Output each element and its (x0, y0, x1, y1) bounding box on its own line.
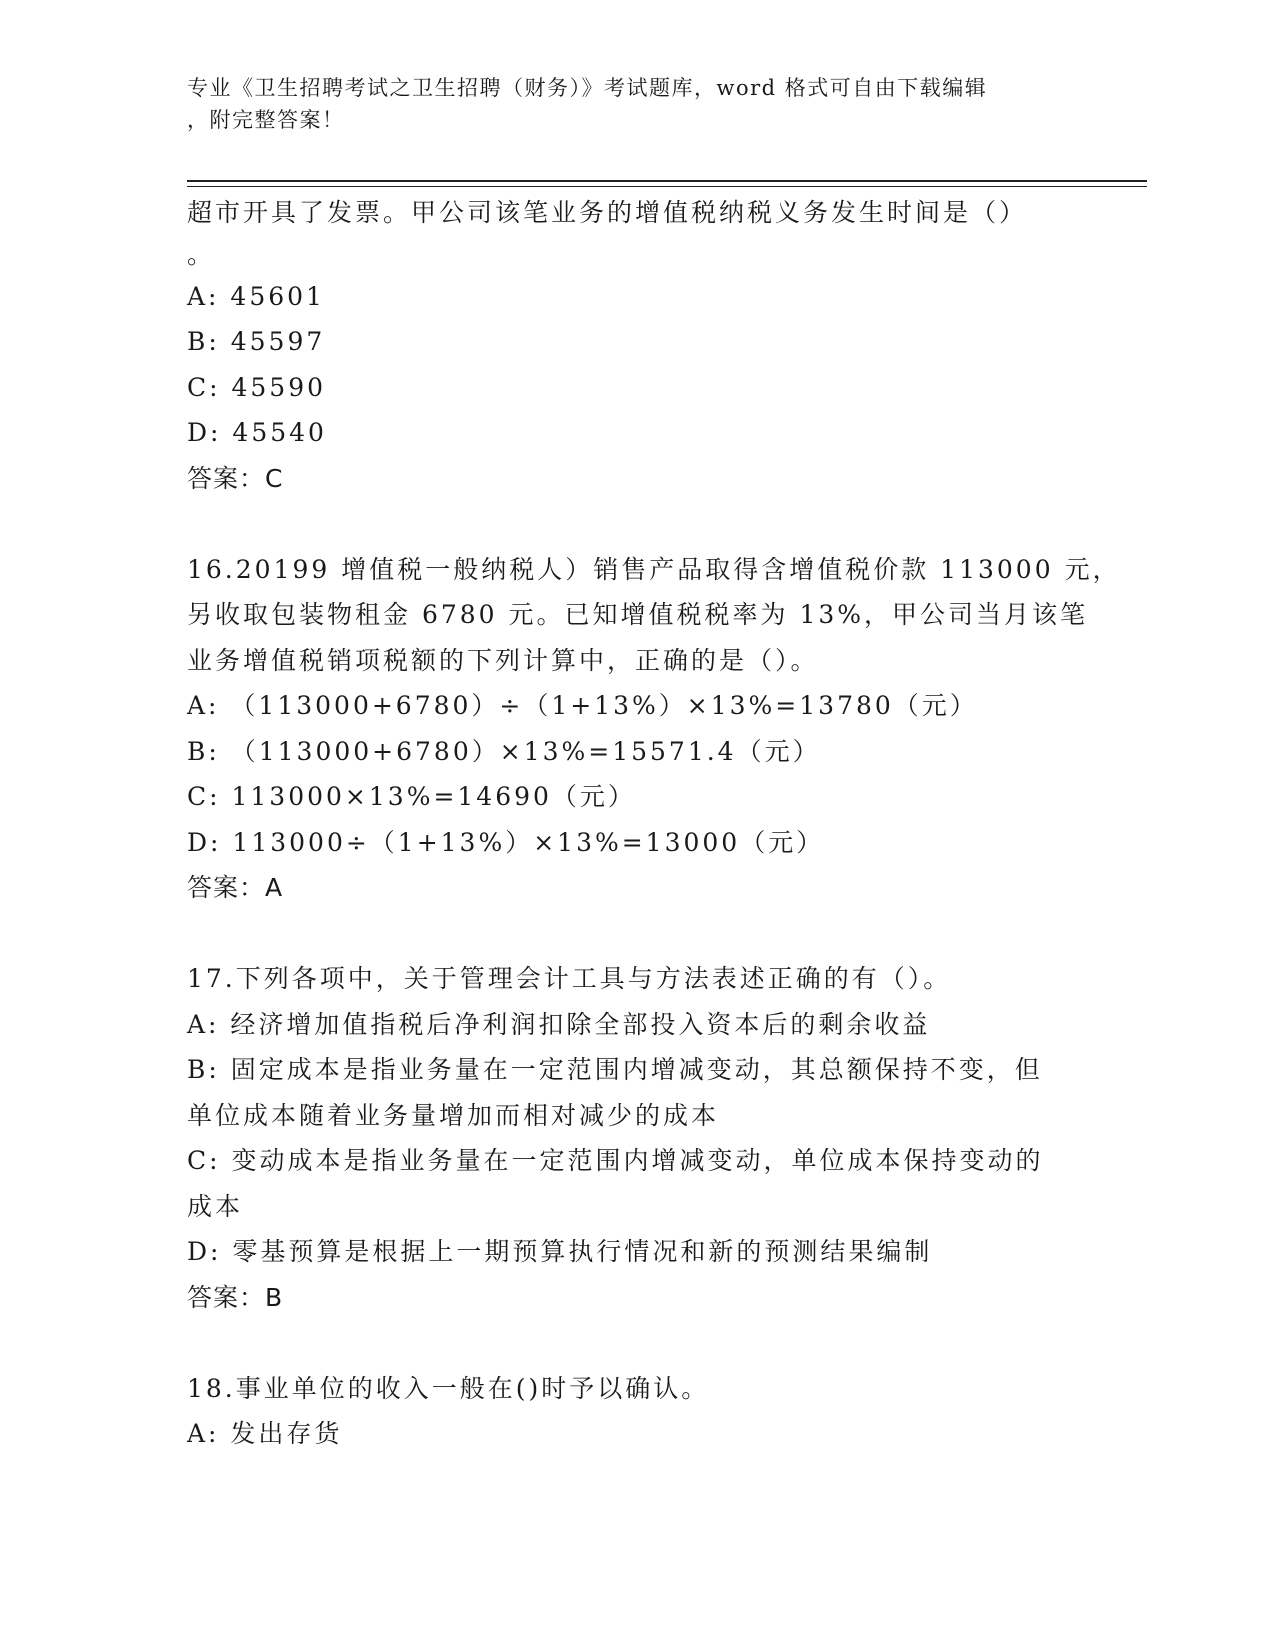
option-c: C: 113000×13%=14690（元） (187, 782, 636, 811)
option-a: A: 经济增加值指税后净利润扣除全部投入资本后的剩余收益 (187, 1009, 931, 1039)
document-body (187, 190, 1121, 1457)
header-rule-thick (187, 180, 1147, 182)
question-gap (187, 911, 1067, 957)
question-stem-line: 另收取包装物租金 6780 元。已知增值税税率为 13%，甲公司当月该笔 (187, 600, 1089, 629)
answer-line: 答案：A (187, 873, 284, 902)
question-18 (187, 1366, 1067, 1457)
option-c-continued: 成本 (187, 1191, 244, 1221)
question-16 (187, 547, 1121, 911)
question-stem-line: 16.20199 增值税一般纳税人）销售产品取得含增值税价款 113000 元， (187, 554, 1121, 584)
option-d: D: 零基预算是根据上一期预算执行情况和新的预测结果编制 (187, 1237, 933, 1266)
header-line-1: 专业《卫生招聘考试之卫生招聘（财务）》考试题库，word 格式可自由下载编辑 (187, 76, 988, 100)
option-c: C: 45590 (187, 372, 327, 402)
question-stem-line: 17.下列各项中，关于管理会计工具与方法表述正确的有（）。 (187, 964, 952, 993)
question-stem-line: 超市开具了发票。甲公司该笔业务的增值税纳税义务发生时间是（） (187, 198, 1028, 227)
question-gap (187, 1320, 1067, 1366)
answer-line: 答案：B (187, 1282, 284, 1312)
header-line-2: ，附完整答案！ (187, 108, 345, 132)
option-d: D: 113000÷（1+13%）×13%=13000（元） (187, 827, 825, 857)
question-gap (187, 501, 1067, 547)
answer-line: 答案：C (187, 463, 284, 493)
option-a: A: （113000+6780）÷（1+13%）×13%=13780（元） (187, 691, 978, 720)
option-c: C: 变动成本是指业务量在一定范围内增减变动，单位成本保持变动的 (187, 1146, 1044, 1175)
header-rule-thin (187, 186, 1147, 187)
option-d: D: 45540 (187, 418, 327, 447)
option-a: A: 45601 (187, 281, 325, 311)
option-b-continued: 单位成本随着业务量增加而相对减少的成本 (187, 1100, 720, 1130)
question-17 (187, 956, 1067, 1320)
question-stem-line: 。 (187, 239, 216, 269)
question-stem-line: 业务增值税销项税额的下列计算中，正确的是（）。 (187, 645, 819, 675)
question-stem-line: 18.事业单位的收入一般在()时予以确认。 (187, 1373, 710, 1403)
option-b: B: 固定成本是指业务量在一定范围内增减变动，其总额保持不变，但 (187, 1055, 1043, 1084)
question-15 (187, 190, 1067, 501)
option-a: A: 发出存货 (187, 1419, 343, 1448)
page-header (187, 72, 1087, 136)
option-b: B: （113000+6780）×13%=15571.4（元） (187, 736, 821, 766)
option-b: B: 45597 (187, 327, 326, 356)
